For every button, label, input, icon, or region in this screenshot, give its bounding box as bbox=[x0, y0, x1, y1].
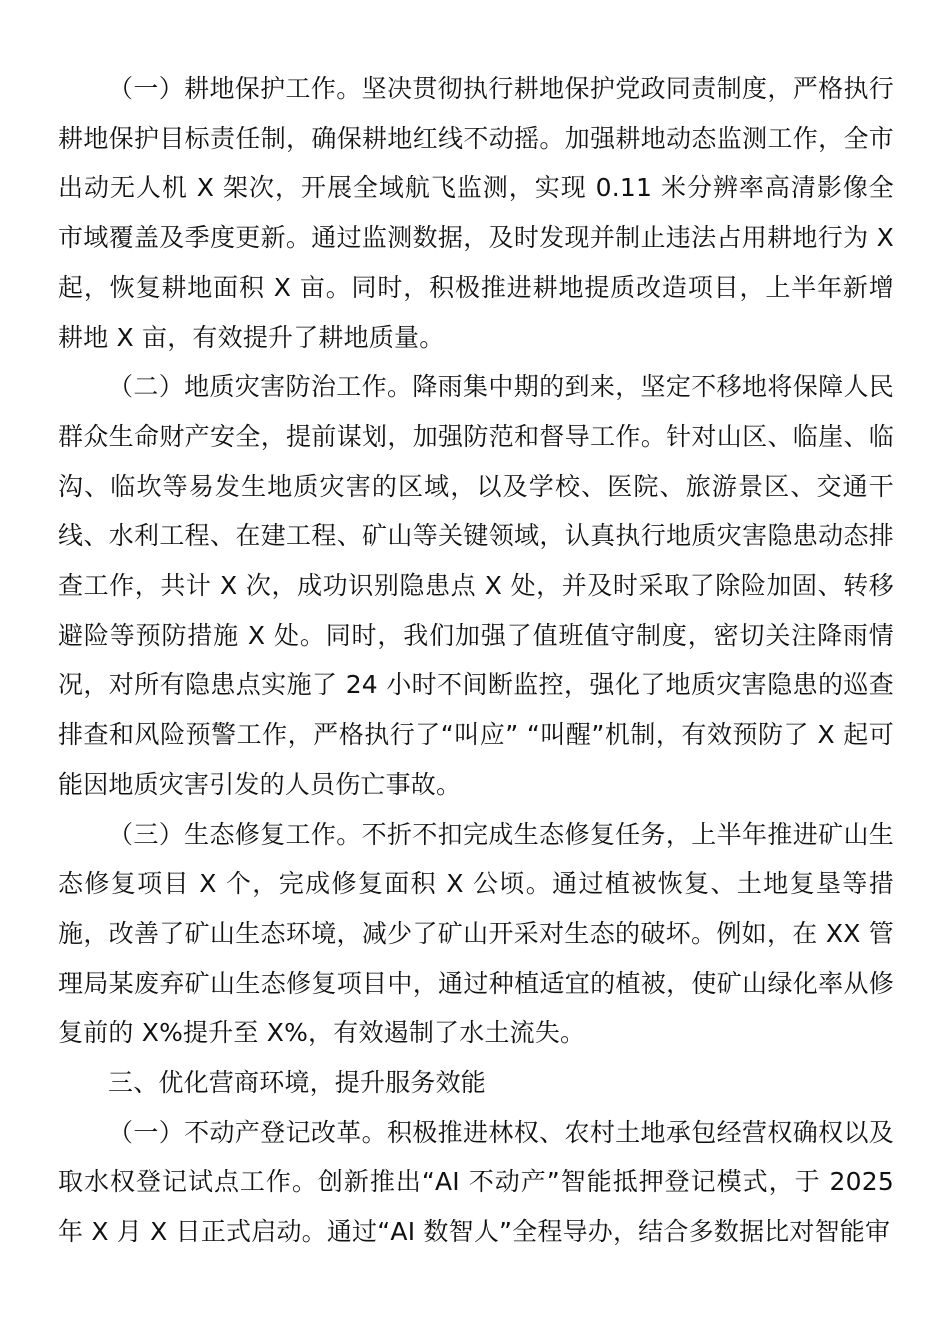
paragraph-text: （二）地质灾害防治工作。降雨集中期的到来，坚定不移地将保障人民群众生命财产安全，提前谋划，加强防范和督导工作。针对山区、临崖、临沟、临坎等易发生地质灾害的区域，以及学校、医院、旅游景区、交通干线、水利工程、在建工程、矿山等关键领域，认真执行地质灾害隐患动态排查工作，共计 X 次，成功识别隐患点 X 处，并及时采取了除险加固、转移避险等预防措施 X 处。同时，我们加强了值班值守制度，密切关注降雨情况，对所有隐患点实施了 24 小时不间断监控，强化了地质灾害隐患的巡查排查和风险预警工作，严格执行了“叫应” “叫醒”机制，有效预防了 X 起可能因地质灾害引发的人员伤亡事故。 bbox=[58, 372, 894, 799]
paragraph-ecological-restoration bbox=[58, 810, 894, 1059]
section-heading-text: 三、优化营商环境，提升服务效能 bbox=[108, 1068, 487, 1098]
paragraph-text: （三）生态修复工作。不折不扣完成生态修复任务，上半年推进矿山生态修复项目 X 个，完成修复面积 X 公顷。通过植被恢复、土地复垦等措施，改善了矿山生态环境，减少了矿山开采对生态的破坏。例如，在 XX 管理局某废弃矿山生态修复项目中，通过种植适宜的植被，使矿山绿化率从修复前的 X%提升至 X%，有效遏制了水土流失。 bbox=[58, 819, 894, 1048]
paragraph-text: （一）不动产登记改革。积极推进林权、农村土地承包经营权确权以及取水权登记试点工作。创新推出“AI 不动产”智能抵押登记模式，于 2025 年 X 月 X 日正式启动。通过“AI 数智人”全程导办，结合多数据比对智能审 bbox=[58, 1117, 894, 1247]
document-body bbox=[58, 64, 894, 1257]
paragraph-geological-disaster bbox=[58, 362, 894, 809]
paragraph-real-estate-registration bbox=[58, 1108, 894, 1257]
paragraph-text: （一）耕地保护工作。坚决贯彻执行耕地保护党政同责制度，严格执行耕地保护目标责任制，确保耕地红线不动摇。加强耕地动态监测工作，全市出动无人机 X 架次，开展全域航飞监测，实现 0.11 米分辨率高清影像全市域覆盖及季度更新。通过监测数据，及时发现并制止违法占用耕地行为 X 起，恢复耕地面积 X 亩。同时，积极推进耕地提质改造项目，上半年新增耕地 X 亩，有效提升了耕地质量。 bbox=[58, 74, 894, 352]
section-heading bbox=[58, 1058, 894, 1108]
paragraph-farmland-protection bbox=[58, 64, 894, 362]
